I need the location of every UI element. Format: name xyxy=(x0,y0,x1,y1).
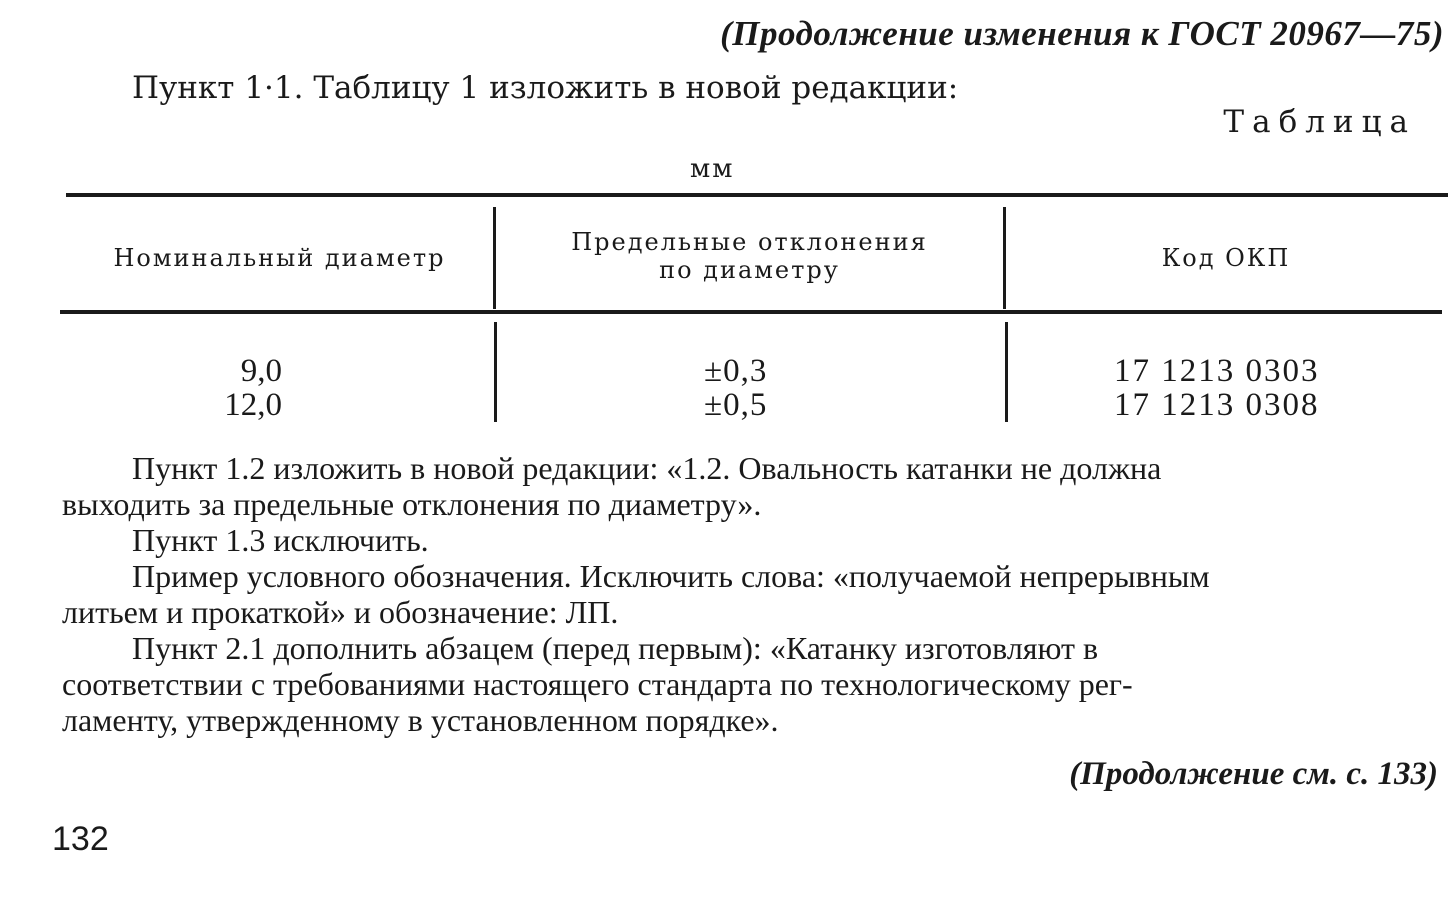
table-top-rule xyxy=(66,193,1448,197)
column-header-deviation xyxy=(496,228,1003,284)
column-header-deviation-line2: по диаметру xyxy=(659,256,840,284)
table-cell-diameter: 9,0 xyxy=(240,353,282,389)
paragraph-item-1-2 xyxy=(62,450,1440,522)
intro-text: Пункт 1·1. Таблицу 1 изложить в новой редакции: xyxy=(132,70,959,106)
column-header-okp-code: Код ОКП xyxy=(1161,244,1291,272)
paragraph-line: Пример условного обозначения. Исключить слова: «получаемой непрерывным xyxy=(132,558,1210,594)
paragraph-line: соответствии с требованиями настоящего стандарта по технологическому рег- xyxy=(62,666,1133,702)
page-number: 132 xyxy=(52,820,109,858)
table-cell-deviation: ±0,3 xyxy=(704,353,768,389)
footer-continuation: (Продолжение см. с. 133) xyxy=(1069,756,1438,792)
column-header-diameter: Номинальный диаметр xyxy=(113,244,446,272)
header-continuation: (Продолжение изменения к ГОСТ 20967—75) xyxy=(720,14,1444,53)
table-cell-okp-code: 17 1213 0303 xyxy=(1114,353,1320,389)
table-cell-diameter: 12,0 xyxy=(224,387,282,423)
paragraph-item-1-3 xyxy=(62,522,1440,558)
table-cell-deviation: ±0,5 xyxy=(704,387,768,423)
paragraph-item-2-1 xyxy=(62,630,1440,738)
body-divider-2 xyxy=(1005,322,1008,422)
table-label: Таблица xyxy=(1223,104,1416,140)
paragraph-line: ламенту, утвержденному в установленном порядке». xyxy=(62,702,779,738)
paragraph-line: Пункт 1.3 исключить. xyxy=(132,522,429,558)
paragraph-line: Пункт 1.2 изложить в новой редакции: «1.2. Овальность катанки не должна xyxy=(132,450,1162,486)
column-header-deviation-line1: Предельные отклонения xyxy=(571,228,928,256)
paragraph-designation-example xyxy=(62,558,1440,630)
body-divider-1 xyxy=(494,322,497,422)
paragraph-line: Пункт 2.1 дополнить абзацем (перед первым): «Катанку изготовляют в xyxy=(132,630,1099,666)
table-units: мм xyxy=(690,154,735,184)
paragraph-line: выходить за предельные отклонения по диаметру». xyxy=(62,486,762,522)
table-cell-okp-code: 17 1213 0308 xyxy=(1114,387,1320,423)
paragraph-line: литьем и прокаткой» и обозначение: ЛП. xyxy=(62,594,619,630)
table-header-rule xyxy=(60,310,1442,314)
